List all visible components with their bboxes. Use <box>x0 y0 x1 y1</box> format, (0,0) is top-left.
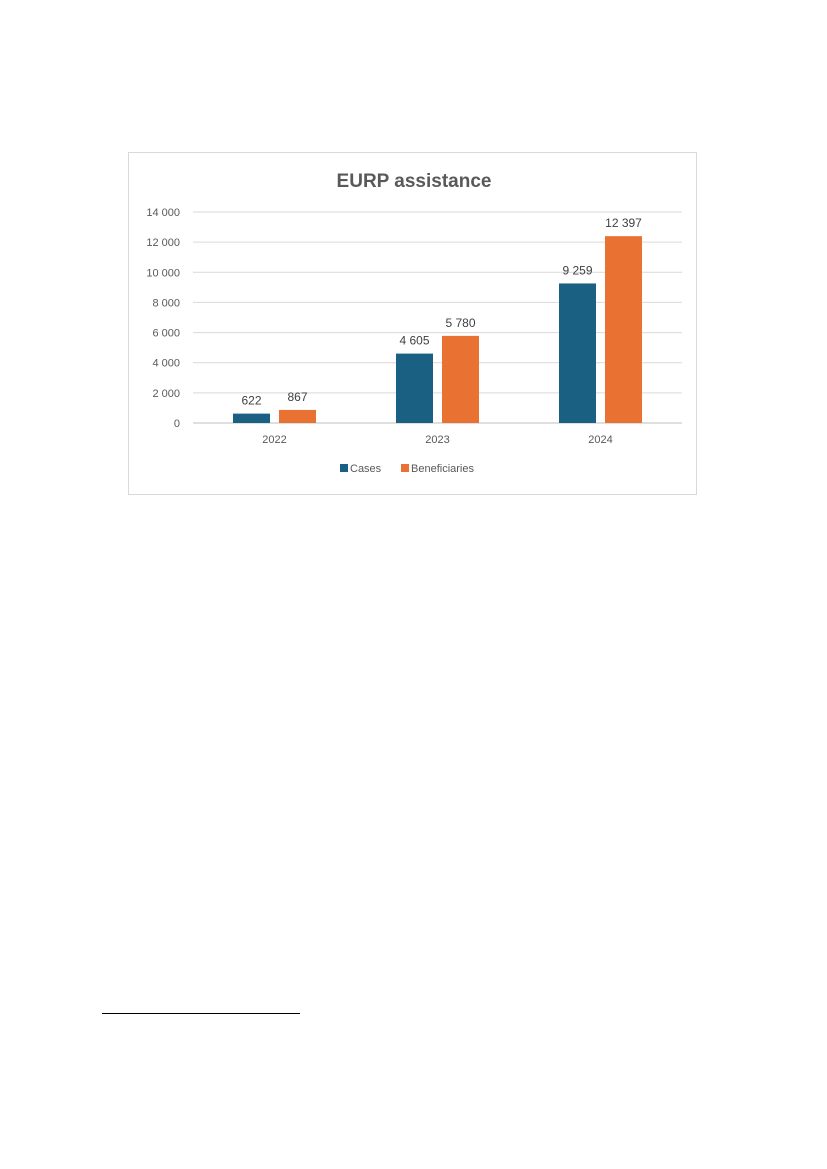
legend-label: Cases <box>350 463 382 475</box>
y-tick-label: 8 000 <box>152 297 180 310</box>
legend-swatch-cases <box>340 464 348 472</box>
legend <box>340 463 474 475</box>
x-tick-label: 2023 <box>425 434 450 446</box>
x-axis-ticks <box>262 434 612 446</box>
bar-beneficiaries-2024 <box>605 236 642 423</box>
y-axis-ticks <box>146 207 180 430</box>
footnote-separator <box>102 1013 300 1014</box>
data-label: 5 780 <box>445 315 476 330</box>
bar-cases-2022 <box>233 414 270 423</box>
bar-chart <box>129 153 698 496</box>
data-label: 867 <box>287 389 308 404</box>
y-tick-label: 2 000 <box>152 387 180 400</box>
x-tick-label: 2024 <box>588 434 613 446</box>
y-tick-label: 14 000 <box>146 207 180 219</box>
legend-swatch-beneficiaries <box>401 464 409 472</box>
y-tick-label: 4 000 <box>152 357 180 370</box>
bar-beneficiaries-2022 <box>279 410 316 423</box>
data-label: 12 397 <box>605 216 642 231</box>
chart-title: EURP assistance <box>336 171 492 192</box>
bar-cases-2024 <box>559 283 596 423</box>
legend-label: Beneficiaries <box>411 463 474 475</box>
x-tick-label: 2022 <box>262 434 287 446</box>
data-label: 622 <box>241 393 262 408</box>
data-label: 9 259 <box>562 263 593 278</box>
y-tick-label: 10 000 <box>146 267 180 280</box>
y-tick-label: 6 000 <box>152 327 180 340</box>
y-tick-label: 0 <box>173 418 180 430</box>
chart-frame <box>128 152 697 495</box>
bar-beneficiaries-2023 <box>442 336 479 423</box>
data-label: 4 605 <box>399 333 430 348</box>
y-tick-label: 12 000 <box>146 237 180 250</box>
bar-cases-2023 <box>396 354 433 423</box>
